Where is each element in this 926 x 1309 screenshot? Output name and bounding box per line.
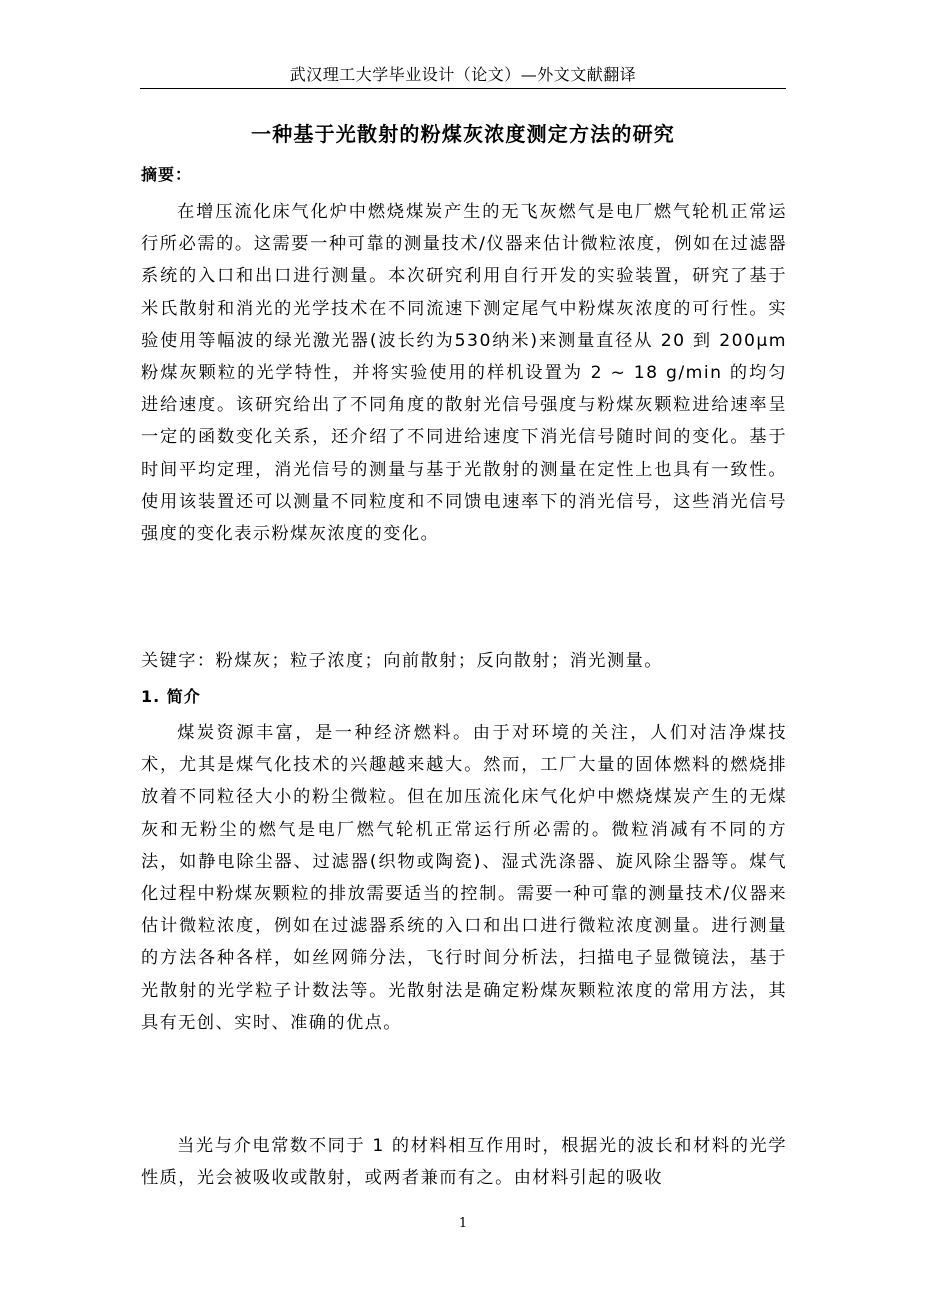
introduction-paragraph-1: 煤炭资源丰富，是一种经济燃料。由于对环境的关注，人们对洁净煤技术，尤其是煤气化技术的兴趣越来越大。然而，工厂大量的固体燃料的燃烧排放着不同粒径大小的粉尘微粒。但在加压流化床气化炉中燃烧煤炭产生的无煤灰和无粉尘的燃气是电厂燃气轮机正常运行所必需的。微粒消减有不同的方法，如静电除尘器、过滤器(织物或陶瓷)、湿式洗涤器、旋风除尘器等。煤气化过程中粉煤灰颗粒的排放需要适当的控制。需要一种可靠的测量技术/仪器来估计微粒浓度，例如在过滤器系统的入口和出口进行微粒浓度测量。进行测量的方法各种各样，如丝网筛分法，飞行时间分析法，扫描电子显微镜法，基于光散射的光学粒子计数法等。光散射法是确定粉煤灰颗粒浓度的常用方法，其具有无创、实时、准确的优点。 <box>141 723 787 1033</box>
document-title: 一种基于光散射的粉煤灰浓度测定方法的研究 <box>251 122 675 146</box>
keywords-line: 关键字：粉煤灰；粒子浓度；向前散射；反向散射；消光测量。 <box>141 651 663 671</box>
page-number: 1 <box>458 1216 468 1231</box>
introduction-paragraph-2: 当光与介电常数不同于 1 的材料相互作用时，根据光的波长和材料的光学性质，光会被吸收或散射，或两者兼而有之。由材料引起的吸收 <box>141 1136 787 1189</box>
abstract-label: 摘要： <box>141 165 193 184</box>
abstract-paragraph: 在增压流化床气化炉中燃烧煤炭产生的无飞灰燃气是电厂燃气轮机正常运行所必需的。这需要一种可靠的测量技术/仪器来估计微粒浓度，例如在过滤器系统的入口和出口进行测量。本次研究利用自行开发的实验装置，研究了基于米氏散射和消光的光学技术在不同流速下测定尾气中粉煤灰浓度的可行性。实验使用等幅波的绿光激光器(波长约为530纳米)来测量直径从 20 到 200μm 粉煤灰颗粒的光学特性，并将实验使用的样机设置为 2 ~ 18 g/min 的均匀进给速度。该研究给出了不同角度的散射光信号强度与粉煤灰颗粒进给速率呈一定的函数变化关系，还介绍了不同进给速度下消光信号随时间的变化。基于时间平均定理，消光信号的测量与基于光散射的测量在定性上也具有一致性。使用该装置还可以测量不同粒度和不同馈电速率下的消光信号，这些消光信号强度的变化表示粉煤灰浓度的变化。 <box>141 202 787 545</box>
header-rule <box>140 88 786 89</box>
running-header: 武汉理工大学毕业设计（论文）—外文文献翻译 <box>289 65 637 84</box>
section-heading-introduction: 1. 简介 <box>141 687 201 706</box>
